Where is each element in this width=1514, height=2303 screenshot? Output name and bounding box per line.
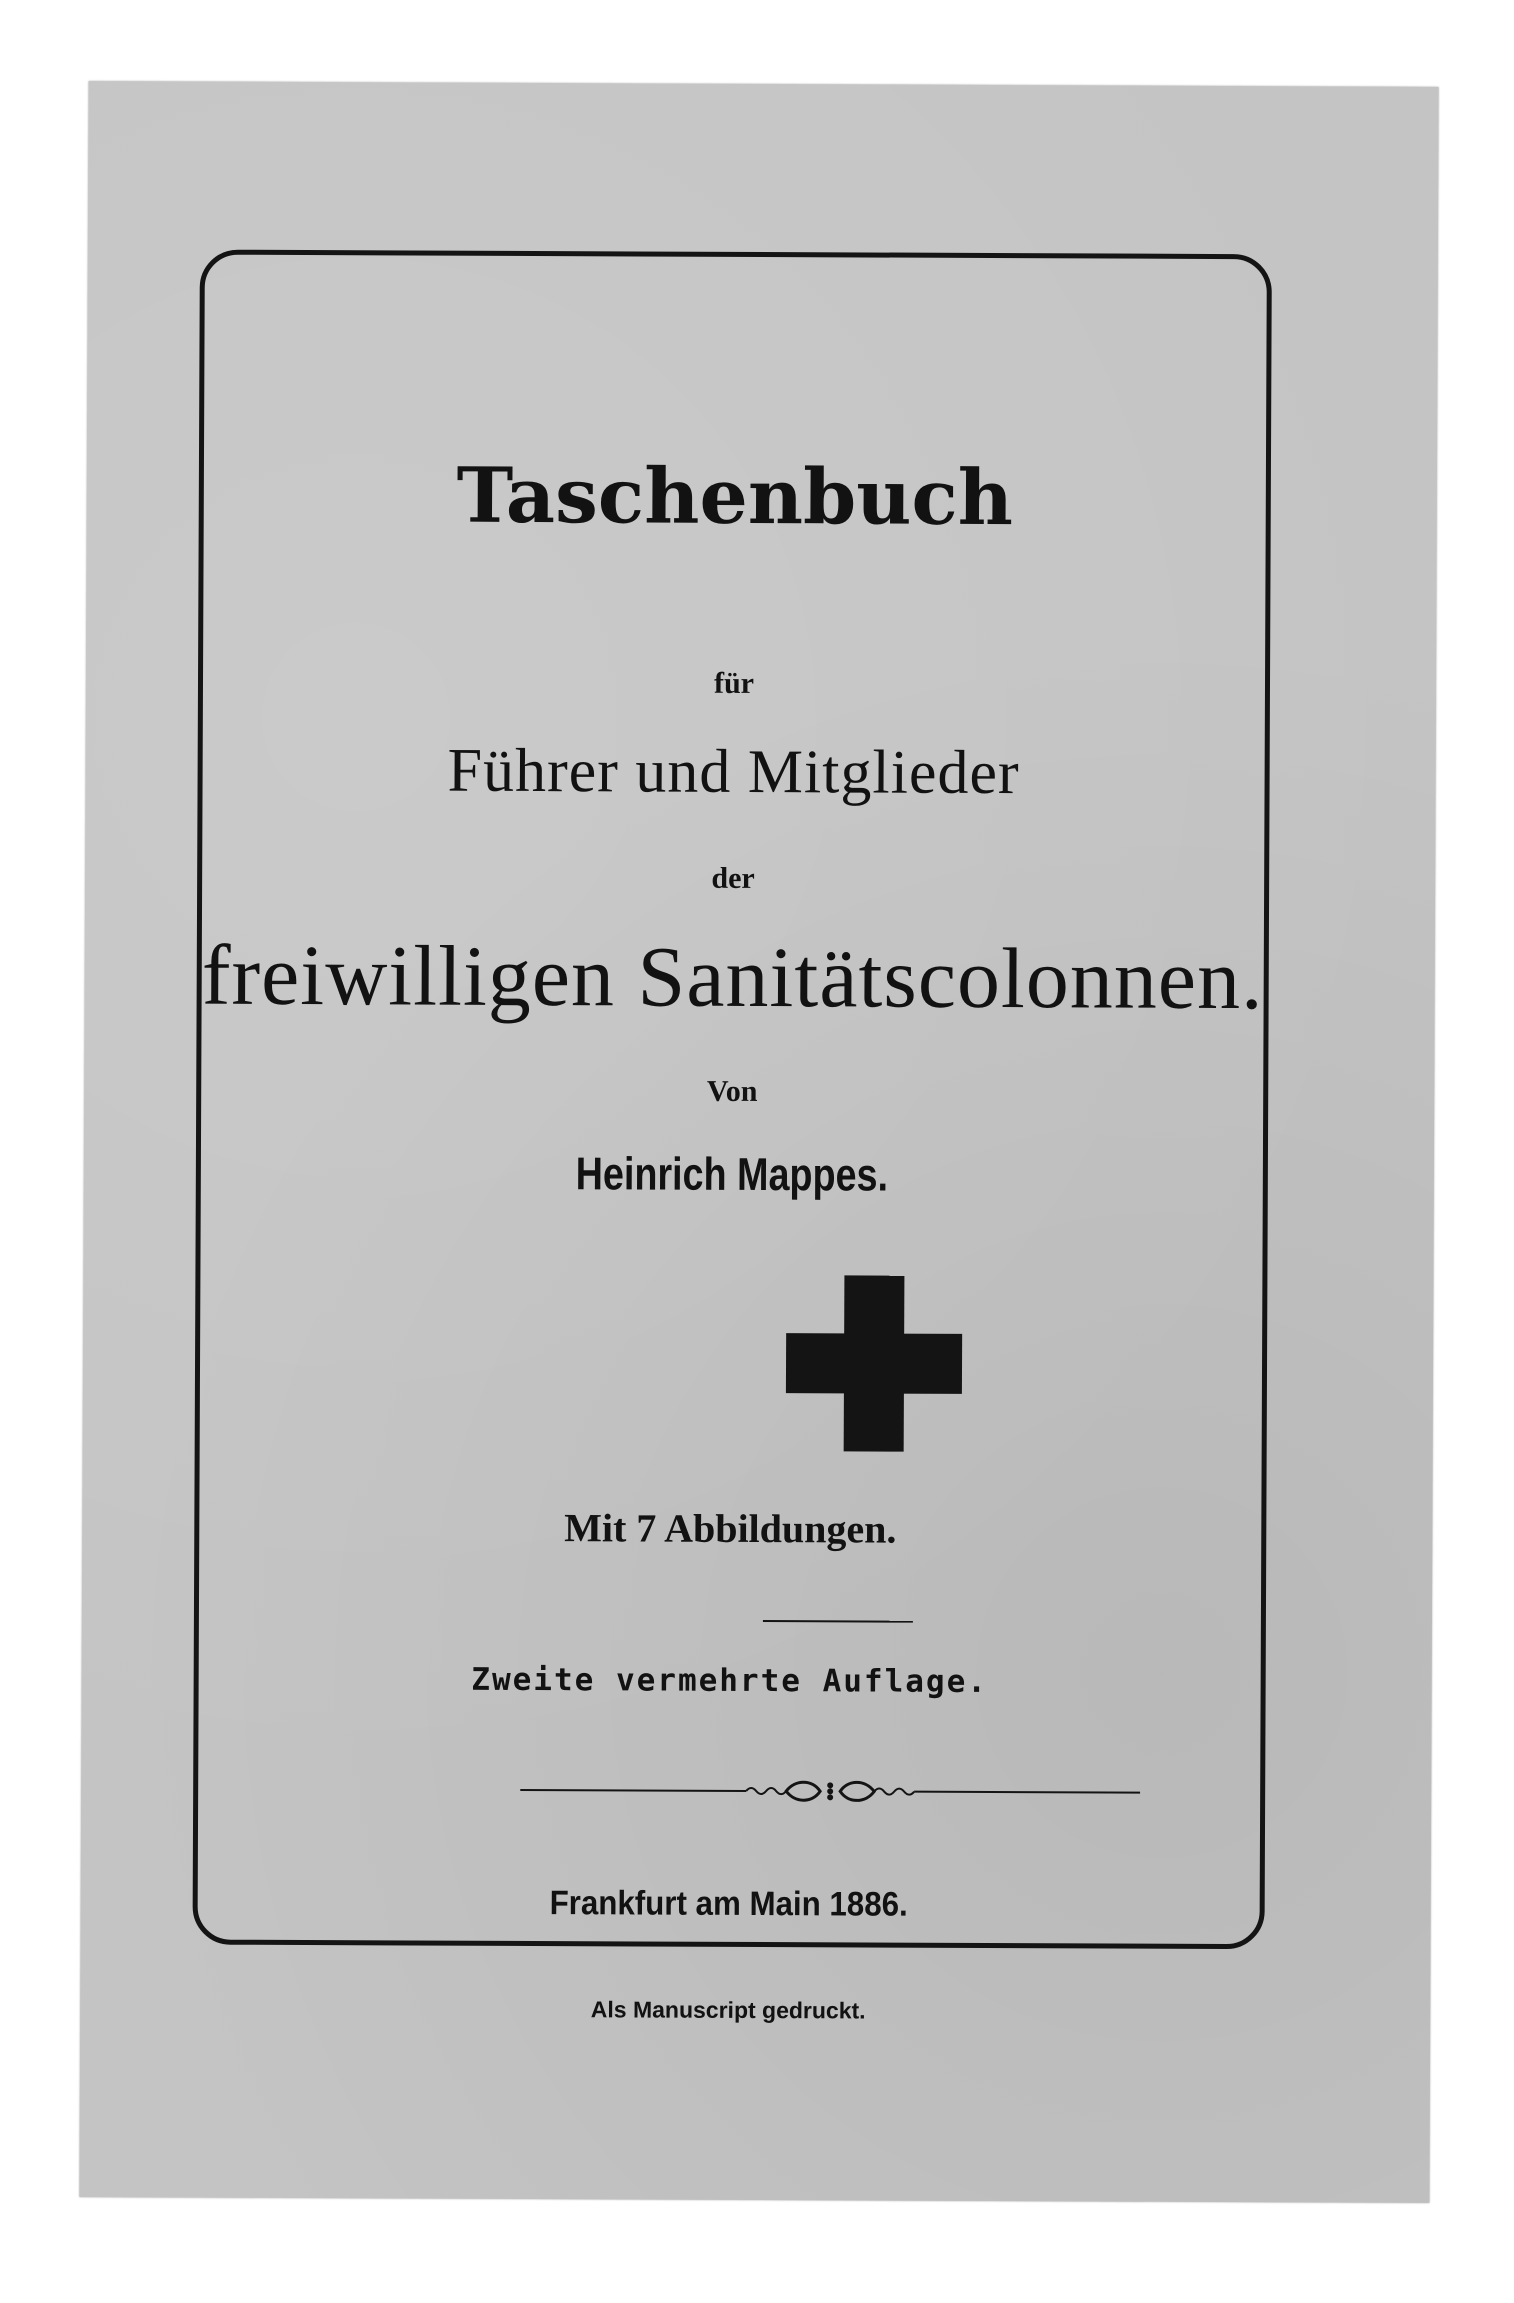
cross-icon [786, 1275, 963, 1452]
cover-frame [192, 250, 1271, 2024]
place-and-year: Frankfurt am Main 1886. [549, 1884, 908, 1924]
author-name: Heinrich Mappes. [575, 1147, 889, 1201]
short-divider [763, 1620, 913, 1623]
book-title: Taschenbuch [456, 450, 1014, 543]
connector-der: der [711, 861, 755, 895]
ornament-divider [520, 1770, 1140, 1813]
edition-note: Zweite vermehrte Auflage. [471, 1661, 989, 1701]
book-subtitle: Führer und Mitglieder [447, 736, 1020, 808]
organization-name: freiwilligen Sanitätscolonnen. [201, 926, 1264, 1028]
illustrations-note: Mit 7 Abbildungen. [564, 1505, 897, 1552]
connector-fuer: für [713, 666, 755, 700]
connector-von: Von [706, 1074, 758, 1108]
cross-horizontal-bar [786, 1333, 962, 1394]
book-cover [79, 81, 1438, 2203]
print-note: Als Manuscript gedruckt. [590, 1996, 866, 2024]
